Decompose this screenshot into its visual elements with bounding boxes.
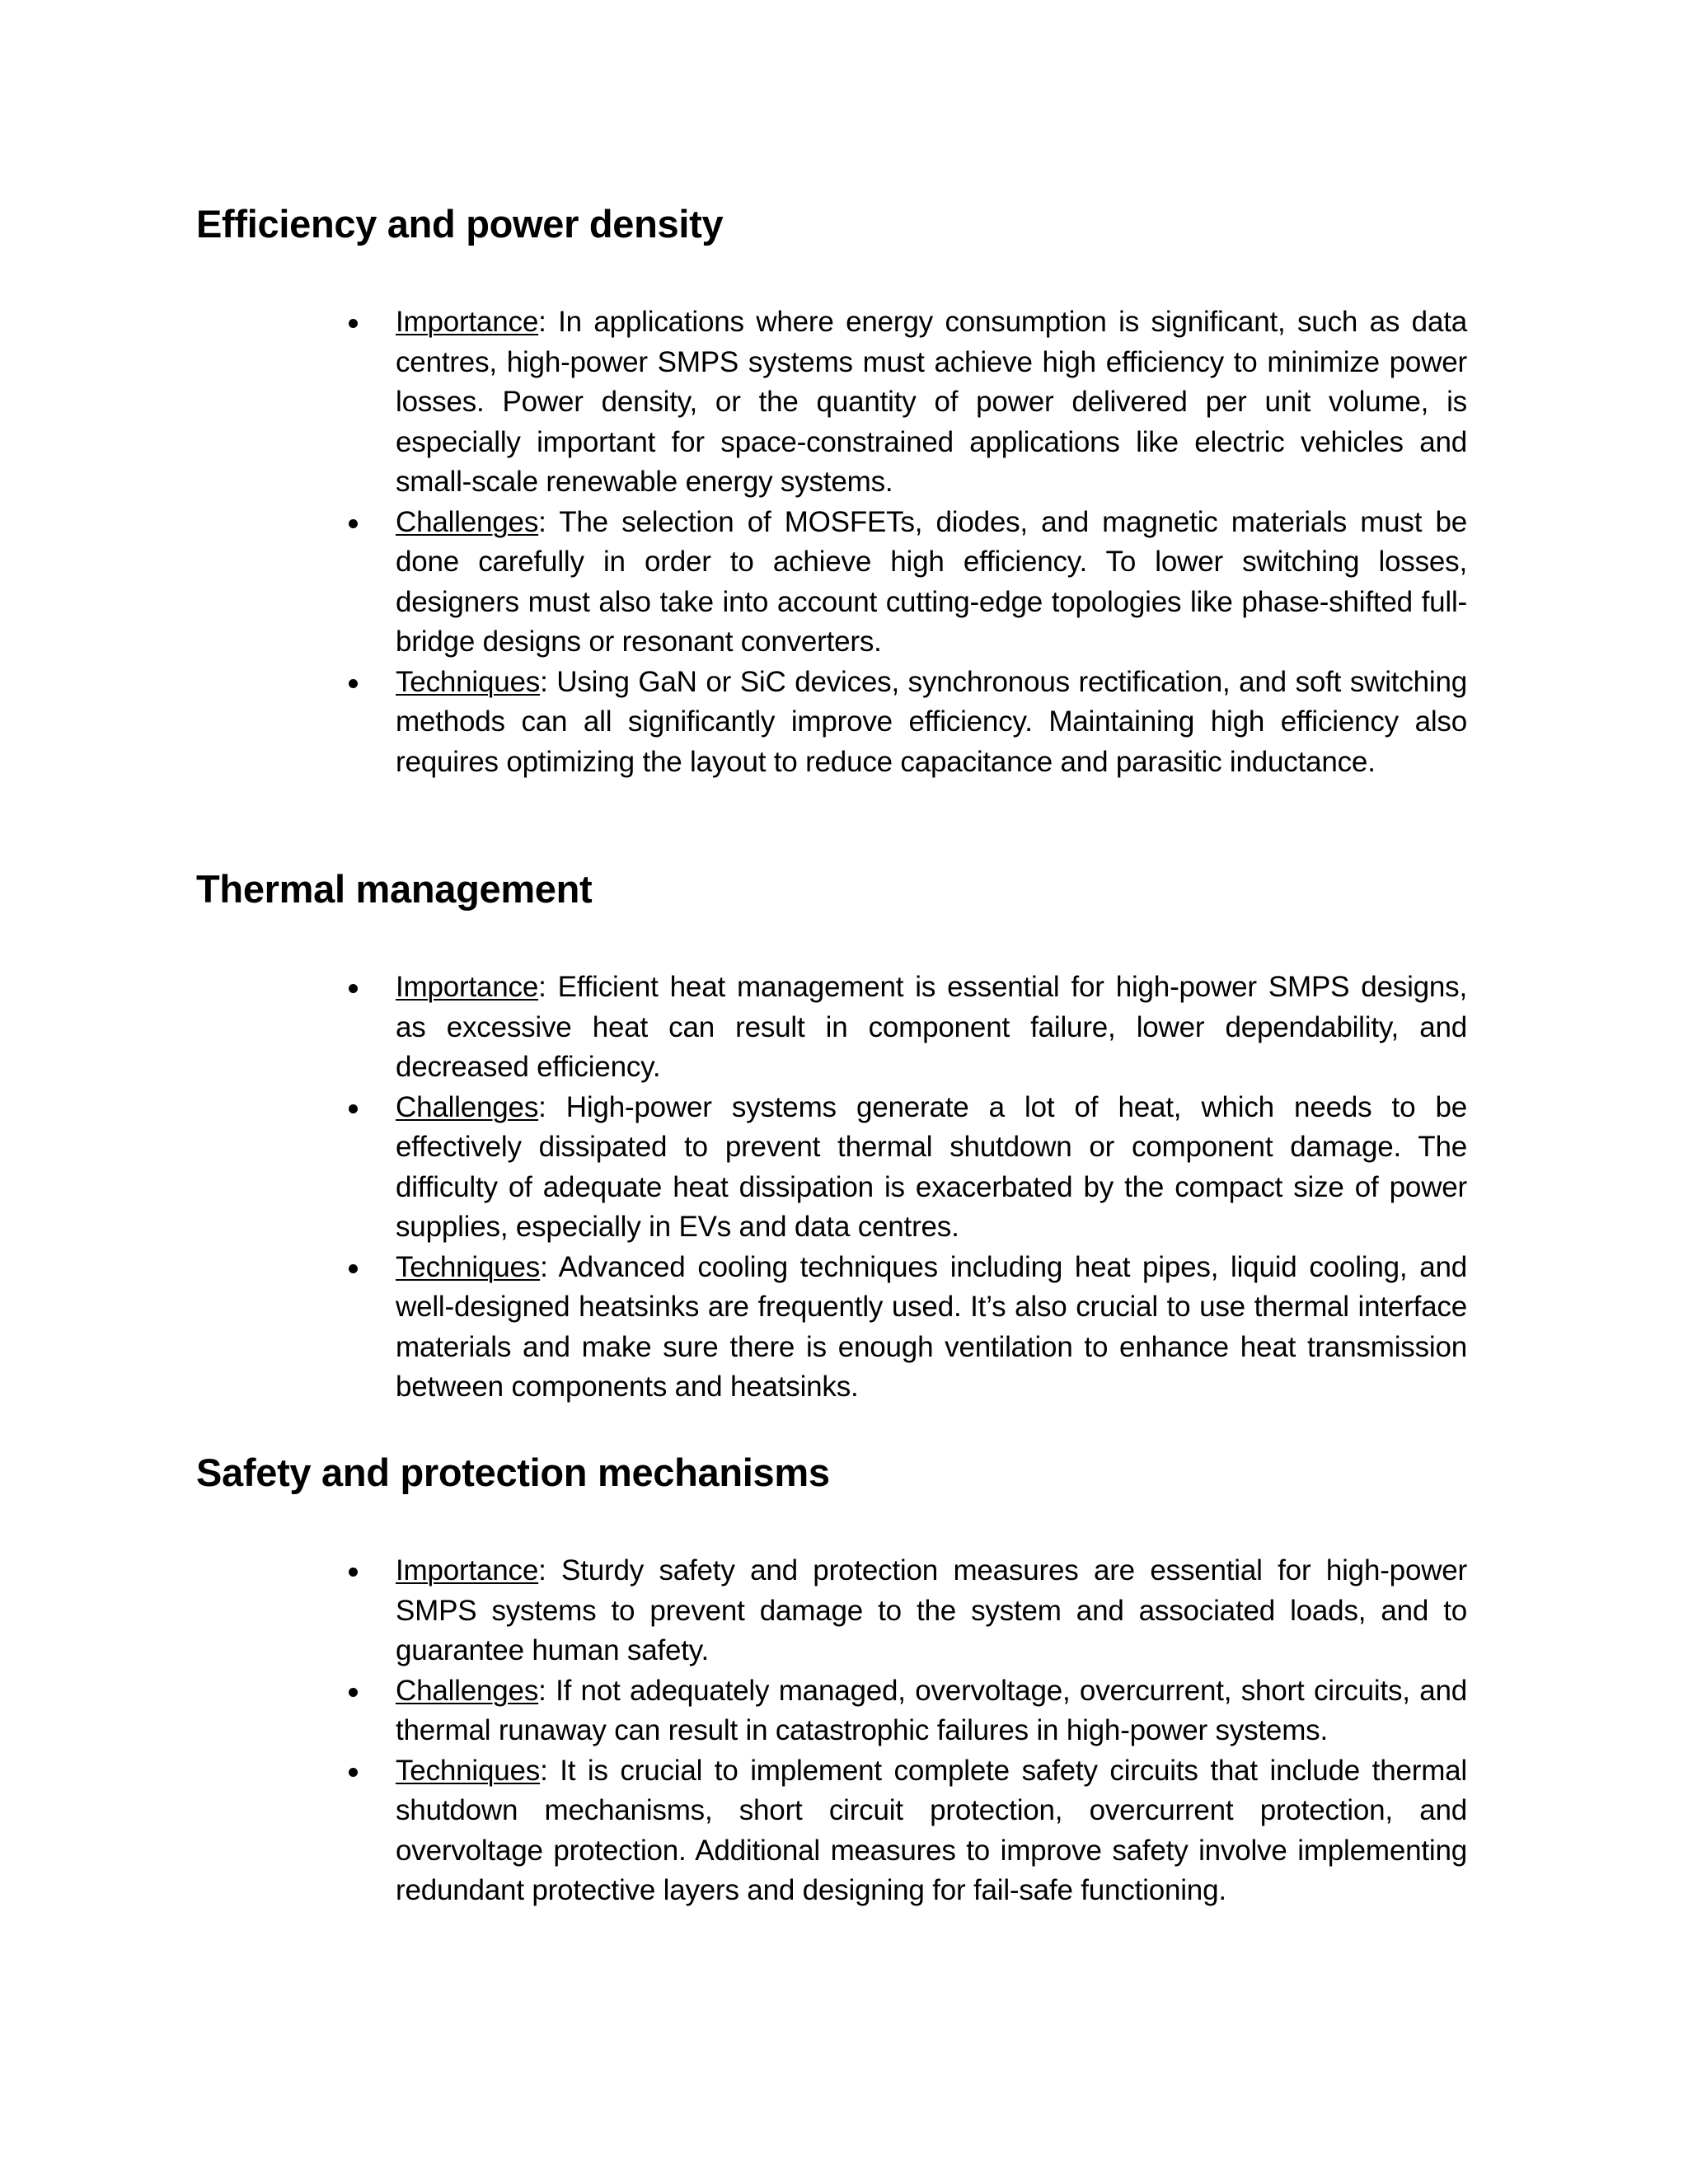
bullet-icon (347, 503, 363, 543)
list-item (196, 1671, 1467, 1751)
item-term: Challenges (396, 1674, 539, 1707)
section-heading: Efficiency and power density (196, 202, 724, 246)
bullet-icon (347, 1751, 363, 1792)
list-item (196, 1751, 1467, 1911)
bullet-icon (347, 968, 363, 1008)
bullet-icon (347, 1671, 363, 1712)
list-item (196, 1248, 1467, 1408)
item-term: Techniques (396, 1250, 541, 1283)
bullet-list (196, 302, 1474, 782)
section-efficiency (196, 199, 1474, 778)
item-text: : Advanced cooling techniques including heat pipes, liquid cooling, and well-designed heatsinks are frequently used. It’s also crucial to use thermal interface materials and make sure there is enough ventilation to enhance heat transmission between components and heatsinks. (396, 1250, 1467, 1403)
bullet-list (196, 1551, 1474, 1911)
item-term: Importance (396, 971, 539, 1003)
item-text: : Sturdy safety and protection measures are essential for high-power SMPS systems to prevent damage to the system and associated loads, and to guarantee human safety. (396, 1554, 1467, 1666)
list-item (196, 663, 1467, 783)
list-item (196, 1551, 1467, 1671)
bullet-icon (347, 1088, 363, 1128)
item-text: : If not adequately managed, overvoltage, overcurrent, short circuits, and thermal runaway can result in catastrophic failures in high-power systems. (396, 1674, 1467, 1746)
list-item (196, 1088, 1467, 1248)
item-term: Techniques (396, 1754, 541, 1787)
section-heading: Thermal management (196, 867, 593, 911)
bullet-icon (347, 1551, 363, 1591)
item-term: Techniques (396, 665, 541, 698)
bullet-icon (347, 302, 363, 343)
section-heading: Safety and protection mechanisms (196, 1451, 830, 1494)
bullet-list (196, 968, 1474, 1408)
bullet-icon (347, 663, 363, 703)
bullet-icon (347, 1248, 363, 1288)
section-safety (196, 1448, 1474, 1906)
item-term: Importance (396, 306, 539, 338)
list-item (196, 302, 1467, 503)
item-term: Challenges (396, 1090, 539, 1123)
item-text: : High-power systems generate a lot of heat, which needs to be effectively dissipated to prevent thermal shutdown or component damage. The difficulty of adequate heat dissipation is exacerbated by the compact size of power supplies, especially in EVs and data centres. (396, 1090, 1467, 1243)
item-text: : In applications where energy consumption is significant, such as data centres, high-power SMPS systems must achieve high efficiency to minimize power losses. Power density, or the quantity of power delivered per unit volume, is especially important for space-constrained applications like electric vehicles and small-scale renewable energy systems. (396, 306, 1467, 498)
item-text: : Using GaN or SiC devices, synchronous rectification, and soft switching methods can all significantly improve efficiency. Maintaining high efficiency also requires optimizing the layout to reduce capacitance and parasitic inductance. (396, 665, 1467, 778)
item-text: : Efficient heat management is essential for high-power SMPS designs, as excessive heat can result in component failure, lower dependability, and decreased efficiency. (396, 971, 1467, 1083)
item-text: : It is crucial to implement complete safety circuits that include thermal shutdown mechanisms, short circuit protection, overcurrent protection, and overvoltage protection. Additional measures to improve safety involve implementing redundant protective layers and designing for fail-safe functioning. (396, 1754, 1467, 1906)
list-item (196, 968, 1467, 1088)
list-item (196, 503, 1467, 663)
item-text: : The selection of MOSFETs, diodes, and magnetic materials must be done carefully in order to achieve high efficiency. To lower switching losses, designers must also take into account cutting-edge topologies like phase-shifted full-bridge designs or resonant converters. (396, 505, 1467, 658)
section-thermal (196, 865, 1474, 1403)
item-term: Importance (396, 1554, 539, 1586)
item-term: Challenges (396, 505, 539, 538)
